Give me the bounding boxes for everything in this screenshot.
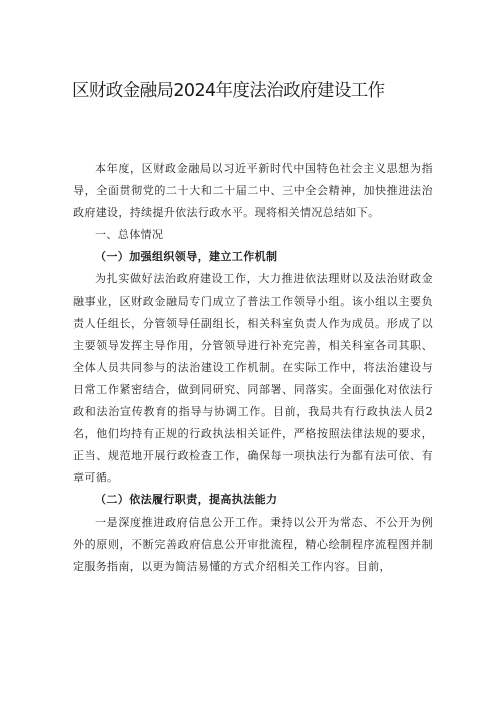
subsection-heading-organization: （一）加强组织领导，建立工作机制: [95, 250, 278, 264]
document-body: [73, 158, 433, 578]
duties-paragraph: 一是深度推进政府信息公开工作。秉持以公开为常态、不公开为例外的原则，不断完善政府信息公开审批流程，精心绘制程序流程图并制定服务指南，以更为简洁易懂的方式介绍相关工作内容。目前，: [73, 515, 433, 573]
document-title: 区财政金融局2024年度法治政府建设工作: [72, 81, 385, 101]
section-heading-overview: 一、总体情况: [95, 228, 164, 242]
intro-paragraph: 本年度，区财政金融局以习近平新时代中国特色社会主义思想为指导，全面贯彻党的二十大和二十届二中、三中全会精神，加快推进法治政府建设，持续提升依法行政水平。现将相关情况总结如下。: [73, 162, 433, 220]
organization-paragraph: 为扎实做好法治政府建设工作，大力推进依法理财以及法治财政金融事业，区财政金融局专门成立了普法工作领导小组。该小组以主要负责人任组长，分管领导任副组长，相关科室负责人作为成员。形成了以主要领导发挥主导作用，分管领导进行补充完善，相关科室各司其职、全体人员共同参与的法治建设工作机制。在实际工作中，将法治建设与日常工作紧密结合，做到同研究、同部署、同落实。全面强化对依法行政和法治宣传教育的指导与协调工作。目前，我局共有行政执法人员2名，他们均持有正规的行政执法相关证件，严格按照法律法规的要求，正当、规范地开展行政检查工作，确保每一项执法行为都有法可依、有章可循。: [73, 272, 433, 485]
subsection-heading-duties: （二）依法履行职责，提高执法能力: [95, 493, 278, 507]
